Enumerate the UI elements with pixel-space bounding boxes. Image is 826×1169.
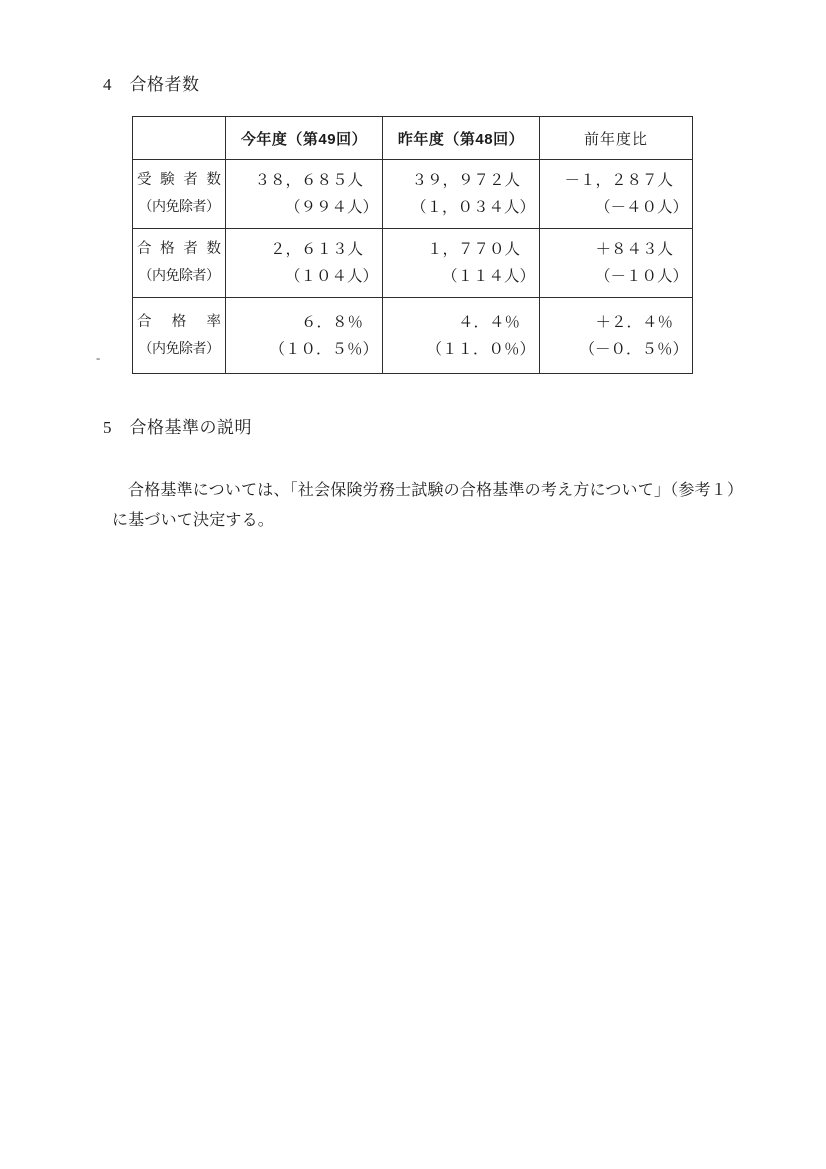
table-row-examinees — [133, 160, 693, 229]
cell-main-value: ３９，９７２人 — [411, 172, 520, 189]
cell-sub-value: （－１０人） — [594, 268, 688, 285]
cell-examinees-last-year — [383, 160, 540, 229]
section-5-heading: 5 合格基準の説明 — [103, 418, 252, 437]
cell-pass-rate-yoy — [540, 298, 693, 374]
cell-main-value: ＋８４３人 — [595, 241, 673, 258]
cell-main-value: ＋２．４％ — [595, 313, 673, 331]
section-4-heading: 4 合格者数 — [103, 75, 200, 94]
cell-examinees-this-year — [226, 160, 383, 229]
row-sublabel: （内免除者） — [138, 341, 220, 357]
cell-sub-value: （－０．５％） — [579, 340, 688, 358]
cell-pass-rate-last-year — [383, 298, 540, 374]
row-sublabel: （内免除者） — [138, 269, 220, 284]
paragraph-line-1: 合格基準については、「社会保険労務士試験の合格基準の考え方について」（参考１） — [128, 482, 744, 499]
cell-sub-value: （１０４人） — [284, 268, 378, 285]
row-label-pass-rate — [133, 298, 226, 374]
row-label: 受験者数 — [137, 172, 221, 188]
table-row-passers — [133, 229, 693, 298]
table-corner-cell — [133, 117, 226, 160]
cell-main-value: ２，６１３人 — [269, 241, 363, 258]
cell-passers-last-year — [383, 229, 540, 298]
row-label-examinees — [133, 160, 226, 229]
cell-main-value: ４．４％ — [457, 313, 520, 331]
cell-sub-value: （１０．５％） — [269, 340, 378, 358]
row-sublabel: （内免除者） — [138, 200, 220, 215]
row-label: 合格率 — [137, 313, 221, 330]
cell-sub-value: （１，０３４人） — [410, 199, 535, 216]
cell-sub-value: （１１４人） — [441, 268, 535, 285]
cell-passers-yoy — [540, 229, 693, 298]
paragraph-line-2: に基づいて決定する。 — [112, 512, 275, 529]
cell-sub-value: （１１．０％） — [426, 340, 535, 358]
pass-statistics-table — [132, 116, 693, 374]
cell-sub-value: （９９４人） — [284, 199, 378, 216]
table-row-pass-rate — [133, 298, 693, 374]
col-header-yoy-change: 前年度比 — [540, 117, 693, 160]
cell-pass-rate-this-year — [226, 298, 383, 374]
row-label-passers — [133, 229, 226, 298]
cell-main-value: ６．８％ — [300, 313, 363, 331]
col-header-last-year: 昨年度（第48回） — [383, 117, 540, 160]
pass-criteria-paragraph — [112, 476, 792, 536]
cell-passers-this-year — [226, 229, 383, 298]
table-header-row — [133, 117, 693, 160]
cell-main-value: －１，２８７人 — [564, 172, 673, 189]
row-label: 合格者数 — [137, 241, 221, 257]
cell-main-value: ３８，６８５人 — [254, 172, 363, 189]
cell-examinees-yoy — [540, 160, 693, 229]
cell-main-value: １，７７０人 — [426, 241, 520, 258]
col-header-this-year: 今年度（第49回） — [226, 117, 383, 160]
stray-mark: - — [96, 350, 101, 365]
cell-sub-value: （－４０人） — [594, 199, 688, 216]
